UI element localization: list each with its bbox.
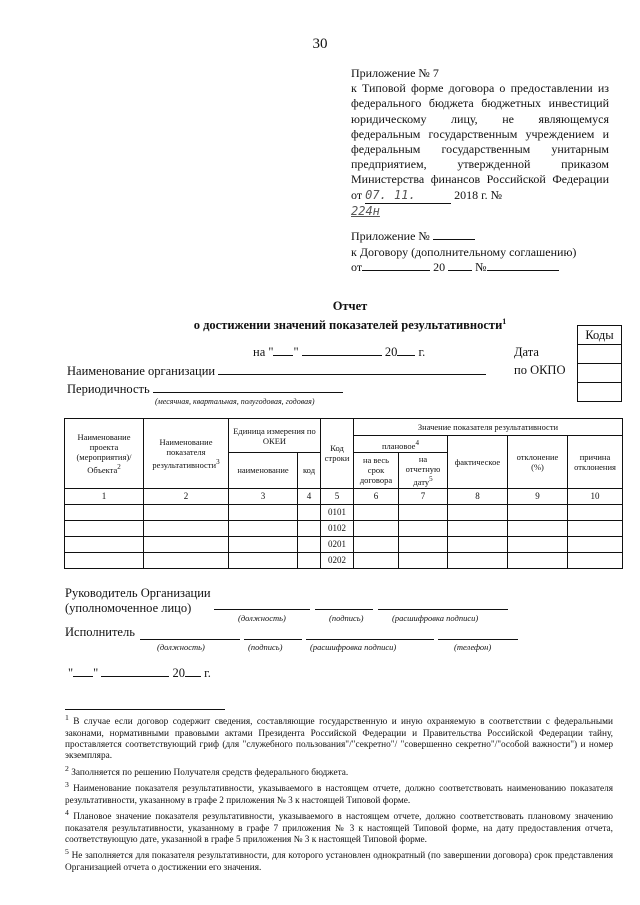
footnote-text: Наименование показателя результативности, указываемого в настоящем отчете, должно соответствовать наименованию показателя результативности, указанному в графе 2 приложения № 3 к настоящей Типовой форме. [65,784,613,806]
cell[interactable] [298,536,321,552]
appendix-7-text: к Типовой форме договора о предоставлении из федерального бюджета бюджетных инвестиций юридическому лицу, не являющемуся федеральным государственным учреждением и федеральным государственным унитарным предприятием, утвержденной приказом Министерства финансов Российской Федерации от [351,81,609,202]
head-signature-field[interactable] [315,609,373,610]
cell[interactable] [298,504,321,520]
footnote-text: Заполняется по решению Получателя средств федерального бюджета. [71,767,349,778]
fn-3-ref: 3 [216,458,220,466]
col-number: 3 [229,488,298,504]
report-date-text: на отчетную дату [405,454,441,487]
col-full-term-header: на весь срок договора [354,453,399,489]
quote-open: " [68,666,74,680]
report-title-line1: Отчет [332,299,368,313]
contract-no-label: № [475,260,487,274]
row-code: 0202 [321,552,354,568]
col-project-text: Наименование проекта (мероприятия)/ Объекта [76,432,132,475]
periodicity-row [67,382,343,397]
executor-decoding-field[interactable] [306,639,434,640]
col-number: 1 [65,488,144,504]
period-code-cell[interactable] [578,383,622,402]
cell[interactable] [448,520,508,536]
head-decoding-caption: (расшифровка подписи) [392,613,479,623]
date-code-cell[interactable] [578,345,622,364]
executor-signature-caption: (подпись) [248,642,283,652]
col-indicator-header [144,419,229,489]
footnote-text: Не заполняется для показателя результативности, для которого установлен однократный (по завершении договора) срок представления Организацией отчета о достижении его значения. [65,851,613,873]
footnote-number: 4 [65,808,69,818]
footnote-number: 1 [65,713,69,722]
approval-year: 2018 г. № [454,187,503,202]
head-label-line2: (уполномоченное лицо) [65,601,192,615]
column-number-row [65,488,623,504]
cell[interactable] [298,552,321,568]
appendix-number-field[interactable] [433,239,475,240]
sign-year-abbrev: г. [204,666,211,680]
cell[interactable] [354,552,399,568]
head-label [65,586,211,616]
order-number-handwritten: 224н [351,203,380,218]
footnote [65,846,613,874]
planned-text: плановое [382,440,416,451]
appendix-7-title: Приложение № 7 [351,66,439,80]
periodicity-field[interactable] [153,392,343,393]
head-position-field[interactable] [214,609,310,610]
col-number: 2 [144,488,229,504]
executor-position-field[interactable] [140,639,240,640]
cell[interactable] [508,504,568,520]
report-title [0,299,640,333]
col-number: 8 [448,488,508,504]
executor-phone-field[interactable] [438,639,518,640]
quote-mark: " [293,345,299,359]
cell[interactable] [399,520,448,536]
indicator-table [64,418,623,569]
footnote-number: 2 [65,763,69,773]
report-month-field[interactable] [302,355,382,356]
col-number: 5 [321,488,354,504]
year-abbrev: г. [418,345,426,359]
col-number: 6 [354,488,399,504]
okpo-label: по ОКПО [514,363,566,377]
cell[interactable] [354,504,399,520]
contract-date-field[interactable] [362,270,430,271]
col-indicator-text: Наименование показателя результативности [152,437,217,470]
cell[interactable] [144,536,229,552]
col-report-date-header [399,453,448,489]
table-row [65,520,623,536]
footnote-text: В случае если договор содержит сведения, составляющие государственную и иную охраняемую в соответствии с федеральными законами, нормативными правовыми актами Президента Российской Федерации и Правительства Российской Федерации тайну, проставляется соответствующий гриф (для "служебного пользования"/"секретно"/ "совершенно секретно"/"особой важности") и номер экземпляра. [65,717,614,762]
cell[interactable] [568,504,623,520]
footnotes [65,712,613,874]
contract-appendix-block [351,229,609,276]
cell[interactable] [229,552,298,568]
report-year-label: 20 [384,345,398,359]
report-title-line2: о достижении значений показателей результативности [193,318,503,333]
cell[interactable] [354,520,399,536]
row-code: 0101 [321,504,354,520]
report-date-line [253,345,425,360]
fn-2-ref: 2 [117,463,121,471]
table-row [65,504,623,520]
cell[interactable] [229,536,298,552]
report-year-field[interactable] [397,355,415,356]
footnote-separator [65,709,225,710]
cell[interactable] [298,520,321,536]
cell[interactable] [448,504,508,520]
okpo-code-cell[interactable] [578,364,622,383]
cell[interactable] [65,552,144,568]
cell[interactable] [399,504,448,520]
col-number: 10 [568,488,623,504]
executor-position-caption: (должность) [157,642,205,652]
cell[interactable] [568,536,623,552]
footnote [65,807,613,846]
cell[interactable] [65,520,144,536]
head-signature-caption: (подпись) [329,613,364,623]
cell[interactable] [144,504,229,520]
col-number: 7 [399,488,448,504]
cell[interactable] [448,552,508,568]
row-code: 0201 [321,536,354,552]
cell[interactable] [144,552,229,568]
cell[interactable] [65,536,144,552]
fn-5-ref: 5 [429,475,433,483]
date-label: Дата [514,345,539,359]
from-label: от [351,260,363,274]
cell[interactable] [144,520,229,536]
cell[interactable] [508,520,568,536]
executor-label: Исполнитель [65,625,135,639]
table-row [65,552,623,568]
col-planned-header [354,436,448,453]
contract-number-field[interactable] [487,270,559,271]
col-unit-code-header: код [298,453,321,489]
cell[interactable] [508,552,568,568]
on-date-label: на " [253,345,274,359]
col-number: 9 [508,488,568,504]
quote-close: " [93,666,99,680]
organization-field[interactable] [218,374,486,375]
cell[interactable] [229,504,298,520]
sign-day-field[interactable] [73,676,93,677]
head-label-line1: Руководитель Организации [65,586,211,600]
contract-year-field[interactable] [448,270,472,271]
organization-label: Наименование организации [67,364,216,378]
col-value-header: Значение показателя результативности [354,419,623,436]
cell[interactable] [65,504,144,520]
footnote [65,763,613,780]
contract-line: к Договору (дополнительному соглашению) [351,244,577,259]
cell[interactable] [354,536,399,552]
organization-row [67,364,486,379]
col-unit-name-header: наименование [229,453,298,489]
table-row [65,536,623,552]
col-project-header [65,419,144,489]
codes-header: Коды [578,326,622,345]
approval-date-handwritten: 07. 11. [365,187,416,202]
page-number: 30 [312,36,328,52]
cell[interactable] [229,520,298,536]
report-title-footnote: 1 [502,317,507,326]
cell[interactable] [448,536,508,552]
col-reason-header: причина отклонения [568,436,623,489]
footnote-number: 5 [65,847,69,857]
executor-decoding-caption: (расшифровка подписи) [310,642,397,652]
executor-phone-caption: (телефон) [454,642,492,652]
col-deviation-header: отклонение (%) [508,436,568,489]
appendix-7-block [351,66,609,219]
head-decoding-field[interactable] [378,609,508,610]
cell[interactable] [568,520,623,536]
codes-table [577,325,622,402]
sign-year-field[interactable] [185,676,201,677]
footnote [65,712,613,763]
col-row-code-header: Код строки [321,419,354,489]
head-position-caption: (должность) [238,613,286,623]
report-day-field[interactable] [273,355,293,356]
footnote-text: Плановое значение показателя результативности, указываемого в настоящем отчете, должно соответствовать плановому значению показателя результативности, указанному в графе 7 приложения № 3 к настоящей Типовой форме, на дату предоставления отчета, соответствующую дате, указанной в графе 5 приложения № 3 к настоящей Типовой форме. [65,812,613,846]
col-number: 4 [298,488,321,504]
sign-date-line [68,666,211,681]
contract-appendix-title: Приложение № [351,229,430,243]
periodicity-label: Периодичность [67,382,150,396]
periodicity-hint: (месячная, квартальная, полугодовая, годовая) [155,397,315,406]
cell[interactable] [399,536,448,552]
footnote [65,779,613,807]
row-code: 0102 [321,520,354,536]
contract-year-label: 20 [433,260,446,274]
cell[interactable] [399,552,448,568]
footnote-number: 3 [65,780,69,790]
col-unit-header: Единица измерения по ОКЕИ [229,419,321,453]
cell[interactable] [568,552,623,568]
sign-month-field[interactable] [101,676,169,677]
cell[interactable] [508,536,568,552]
fn-4-ref: 4 [415,438,419,447]
executor-signature-field[interactable] [244,639,302,640]
sign-year-label: 20 [172,666,185,680]
col-actual-header: фактическое [448,436,508,489]
